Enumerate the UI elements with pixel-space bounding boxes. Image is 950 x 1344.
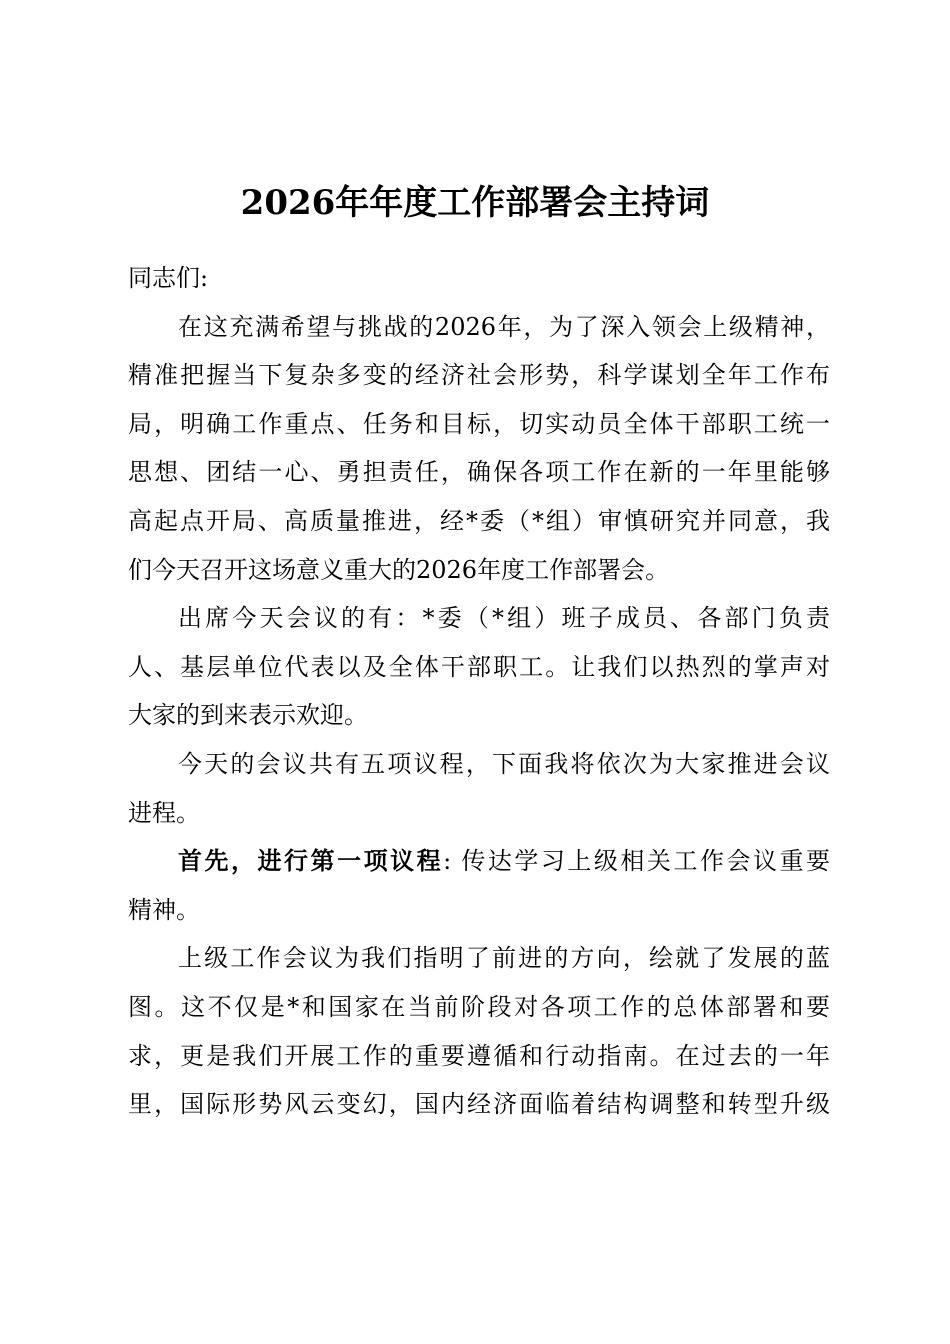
paragraph-1 <box>128 303 830 595</box>
paragraph-line: 求，更是我们开展工作的重要遵循和行动指南。在过去的一年 <box>128 1041 830 1070</box>
paragraph-line: 出席今天会议的有：*委（*组）班子成员、各部门负责 <box>178 604 830 633</box>
paragraph-line: 大家的到来表示欢迎。 <box>128 701 368 730</box>
paragraph-line: 里，国际形势风云变幻，国内经济面临着结构调整和转型升级 <box>128 1090 830 1119</box>
paragraph-line: 上级工作会议为我们指明了前进的方向，绘就了发展的蓝 <box>178 944 830 973</box>
paragraph-line <box>128 837 830 886</box>
document-title: 2026年年度工作部署会主持词 <box>240 183 710 223</box>
paragraph-line: 局，明确工作重点、任务和目标，切实动员全体干部职工统一 <box>128 409 830 438</box>
paragraph-line: 在这充满希望与挑战的2026年，为了深入领会上级精神， <box>178 312 830 341</box>
agenda-heading: 首先，进行第一项议程 <box>178 846 444 876</box>
paragraph-line: 精准把握当下复杂多变的经济社会形势，科学谋划全年工作布 <box>128 361 830 390</box>
paragraph-line: 今天的会议共有五项议程，下面我将依次为大家推进会议 <box>178 749 830 778</box>
paragraph-line: 高起点开局、高质量推进，经*委（*组）审慎研究并同意，我 <box>128 506 830 535</box>
paragraph-3 <box>128 740 830 837</box>
paragraph-line: 们今天召开这场意义重大的2026年度工作部署会。 <box>128 555 670 584</box>
paragraph-line: 精神。 <box>128 895 200 924</box>
document-body <box>128 254 830 1129</box>
agenda-text: : 传达学习上级相关工作会议重要 <box>443 847 830 876</box>
paragraph-line: 进程。 <box>128 798 200 827</box>
paragraph-line: 图。这不仅是*和国家在当前阶段对各项工作的总体部署和要 <box>128 992 830 1021</box>
paragraph-agenda-1 <box>128 837 830 934</box>
paragraph-line: 人、基层单位代表以及全体干部职工。让我们以热烈的掌声对 <box>128 652 830 681</box>
paragraph-line: 思想、团结一心、勇担责任，确保各项工作在新的一年里能够 <box>128 458 830 487</box>
paragraph-2 <box>128 594 830 740</box>
paragraph-5 <box>128 934 830 1128</box>
salutation: 同志们: <box>128 264 209 292</box>
